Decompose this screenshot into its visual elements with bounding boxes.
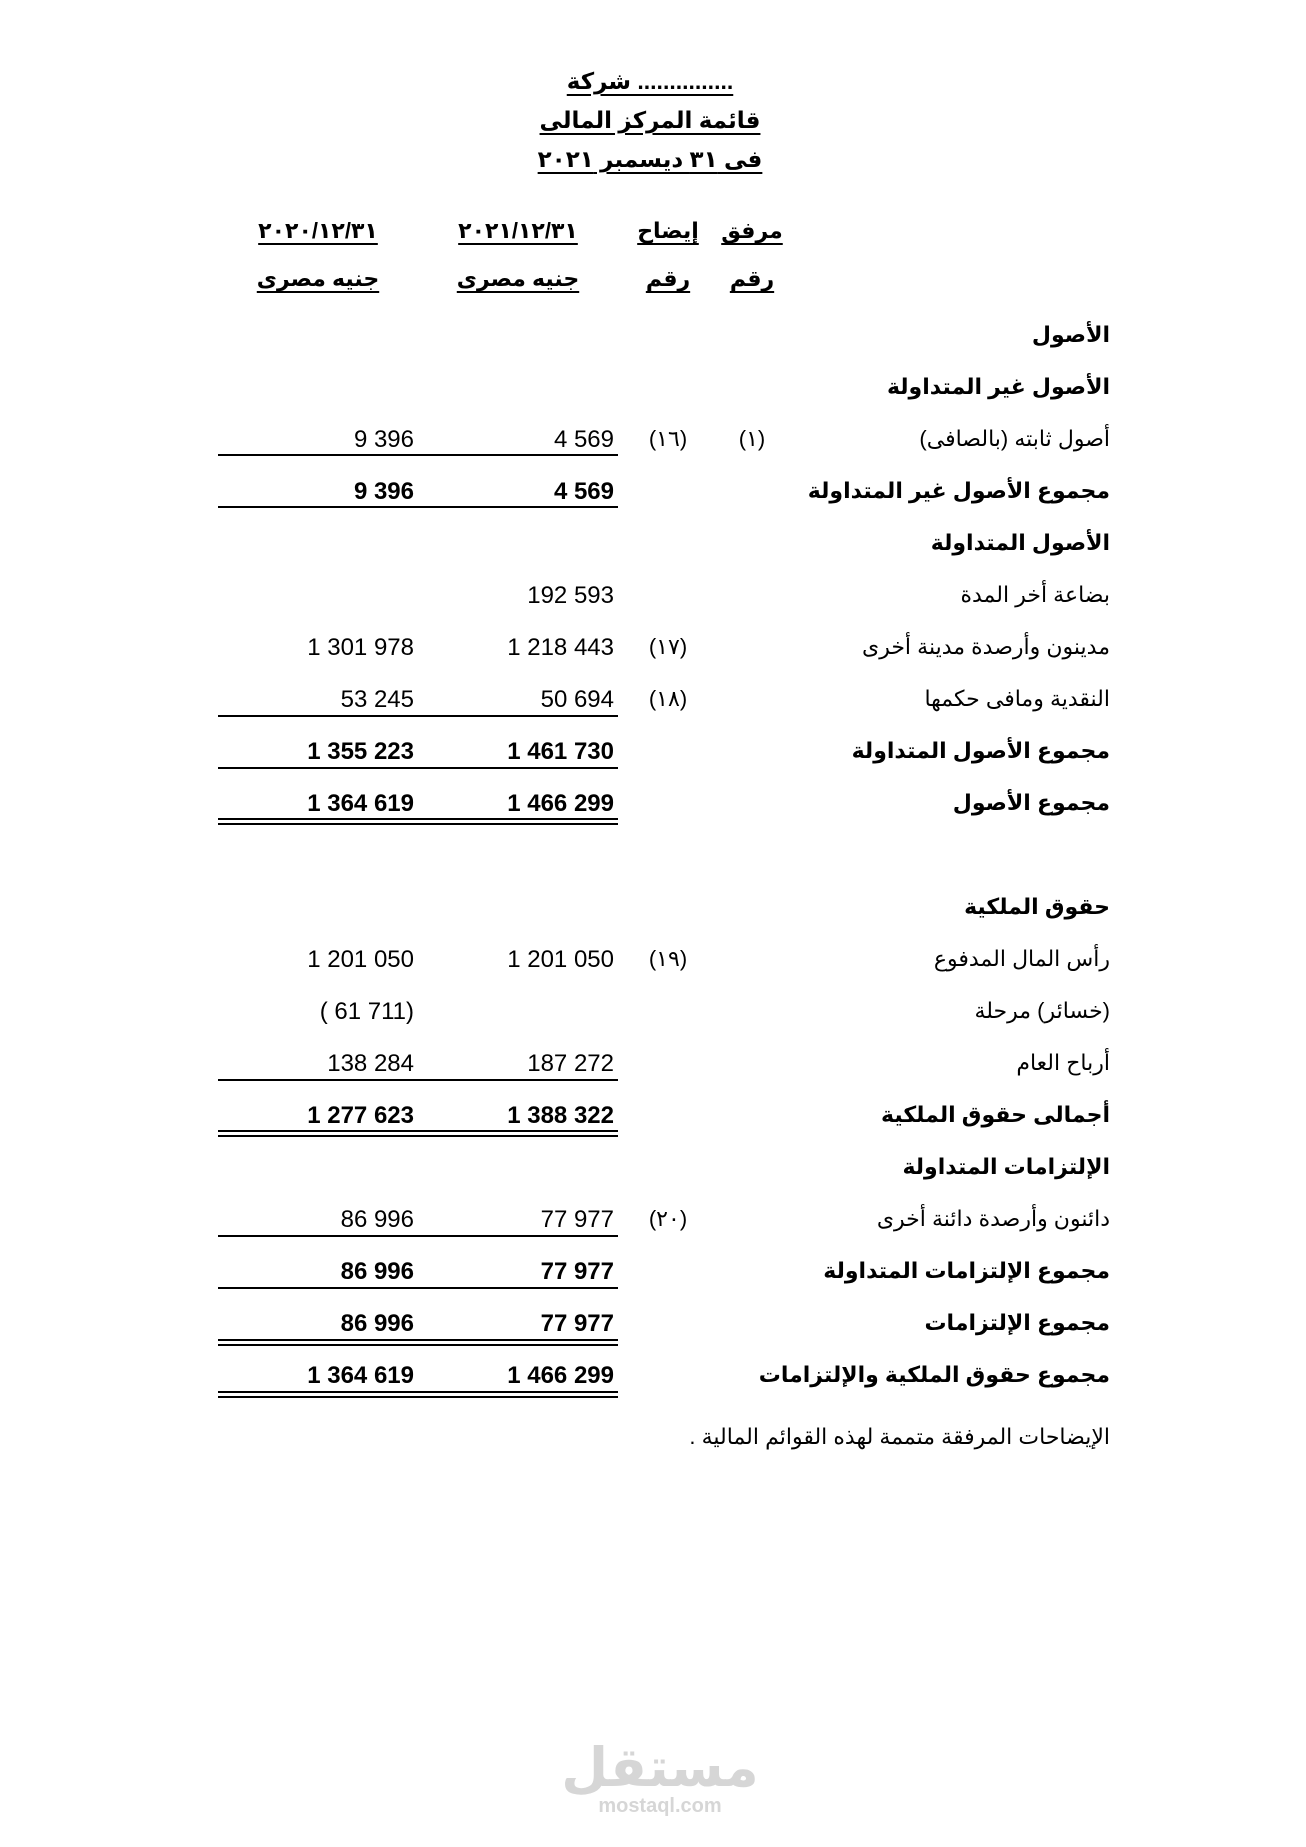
- note-column-subheader: رقم: [645, 266, 691, 291]
- company-name: شركة ...............: [566, 68, 734, 94]
- current-year-value: 1 218 443: [507, 634, 614, 661]
- statement-title: قائمة المركز المالى: [539, 107, 761, 133]
- note-number: (٢٠): [648, 1206, 688, 1231]
- row-inventory: [0, 570, 1306, 622]
- current-year-date-header: ٢٠٢١/١٢/٣١: [458, 218, 578, 243]
- prior-year-value: 86 996: [340, 1258, 414, 1285]
- row-label: الأصول: [1031, 322, 1110, 347]
- row-label: مجموع الإلتزامات: [924, 1310, 1110, 1335]
- note-column-header: إيضاح: [637, 218, 699, 243]
- current-year-value: 1 388 322: [507, 1102, 614, 1129]
- row-noncurrent-assets-heading: [0, 362, 1306, 414]
- prior-year-value: 53 245: [340, 686, 414, 713]
- double-rule: [218, 1396, 418, 1398]
- double-rule: [418, 823, 618, 825]
- row-total-liabilities: [0, 1298, 1306, 1350]
- double-rule: [218, 818, 418, 820]
- row-current-liabilities-heading: [0, 1142, 1306, 1194]
- row-paid-capital: [0, 934, 1306, 986]
- row-equity-heading: [0, 882, 1306, 934]
- current-year-value: 192 593: [527, 582, 614, 609]
- current-year-value: 4 569: [553, 478, 614, 505]
- row-label: دائنون وأرصدة دائنة أخرى: [876, 1206, 1110, 1231]
- note-number: (١٦): [648, 426, 688, 451]
- current-year-value: 1 466 299: [507, 1362, 614, 1389]
- attachment-column-subheader: رقم: [729, 266, 775, 291]
- row-label: مدينون وأرصدة مدينة أخرى: [861, 634, 1110, 659]
- current-year-value: 1 461 730: [507, 738, 614, 765]
- prior-year-value: 9 396: [353, 478, 414, 505]
- row-label: الأصول المتداولة: [930, 530, 1110, 555]
- double-rule: [418, 1130, 618, 1132]
- double-rule: [218, 1135, 418, 1137]
- total-rule: [418, 506, 618, 508]
- current-year-value: 187 272: [527, 1050, 614, 1077]
- row-label: مجموع الأصول غير المتداولة: [807, 478, 1110, 503]
- row-cash: [0, 674, 1306, 726]
- double-rule: [218, 823, 418, 825]
- row-total-current-assets: [0, 726, 1306, 778]
- row-label: أجمالى حقوق الملكية: [881, 1102, 1110, 1127]
- statement-date: فى ٣١ ديسمبر ٢٠٢١: [537, 146, 763, 172]
- row-total-noncurrent-assets: [0, 466, 1306, 518]
- row-label: الإلتزامات المتداولة: [902, 1154, 1110, 1179]
- prior-year-value: ( 61 711): [319, 998, 414, 1025]
- prior-year-value: 86 996: [340, 1310, 414, 1337]
- prior-year-value: 86 996: [340, 1206, 414, 1233]
- row-total-current-liabilities: [0, 1246, 1306, 1298]
- row-label: حقوق الملكية: [964, 894, 1110, 919]
- current-year-value: 77 977: [540, 1310, 614, 1337]
- prior-year-currency-header: جنيه مصرى: [256, 266, 380, 291]
- row-label: رأس المال المدفوع: [933, 946, 1110, 971]
- prior-year-value: 1 301 978: [307, 634, 414, 661]
- row-total-equity-and-liabilities: [0, 1350, 1306, 1402]
- subtotal-rule: [218, 1235, 418, 1237]
- prior-year-value: 1 201 050: [307, 946, 414, 973]
- prior-year-value: 9 396: [353, 426, 414, 453]
- subtotal-rule: [218, 715, 418, 717]
- note-number: (١٩): [648, 946, 688, 971]
- subtotal-rule: [418, 715, 618, 717]
- attachment-number: (١): [738, 426, 766, 451]
- current-year-value: 77 977: [540, 1206, 614, 1233]
- subtotal-rule: [218, 1287, 418, 1289]
- note-number: (١٧): [648, 634, 688, 659]
- row-label: الأصول غير المتداولة: [886, 374, 1110, 399]
- row-total-equity: [0, 1090, 1306, 1142]
- row-assets-heading: [0, 310, 1306, 362]
- attachment-column-header: مرفق: [721, 218, 783, 243]
- subtotal-rule: [418, 454, 618, 456]
- double-rule: [218, 1344, 418, 1346]
- double-rule: [418, 818, 618, 820]
- total-rule: [218, 506, 418, 508]
- row-label: أصول ثابته (بالصافى): [919, 426, 1110, 451]
- row-label: مجموع حقوق الملكية والإلتزامات: [758, 1362, 1110, 1387]
- double-rule: [218, 1391, 418, 1393]
- subtotal-rule: [218, 1079, 418, 1081]
- row-label: مجموع الإلتزامات المتداولة: [823, 1258, 1110, 1283]
- double-rule: [418, 1391, 618, 1393]
- subtotal-rule: [218, 454, 418, 456]
- prior-year-value: 1 355 223: [307, 738, 414, 765]
- double-rule: [418, 1135, 618, 1137]
- row-label: مجموع الأصول المتداولة: [851, 738, 1110, 763]
- prior-year-value: 1 364 619: [307, 1362, 414, 1389]
- row-carried-losses: [0, 986, 1306, 1038]
- current-year-value: 50 694: [540, 686, 614, 713]
- double-rule: [418, 1396, 618, 1398]
- row-creditors: [0, 1194, 1306, 1246]
- current-year-value: 1 466 299: [507, 790, 614, 817]
- row-label: أرباح العام: [1016, 1050, 1110, 1075]
- subtotal-rule: [418, 1235, 618, 1237]
- footer-note: الإيضاحات المرفقة متممة لهذه القوائم المالية .: [689, 1424, 1110, 1449]
- row-debtors: [0, 622, 1306, 674]
- subtotal-rule: [418, 1287, 618, 1289]
- note-number: (١٨): [648, 686, 688, 711]
- row-fixed-assets: [0, 414, 1306, 466]
- prior-year-value: 1 364 619: [307, 790, 414, 817]
- subtotal-rule: [418, 767, 618, 769]
- prior-year-value: 1 277 623: [307, 1102, 414, 1129]
- double-rule: [218, 1130, 418, 1132]
- row-total-assets: [0, 778, 1306, 830]
- row-year-profit: [0, 1038, 1306, 1090]
- double-rule: [418, 1339, 618, 1341]
- current-year-value: 77 977: [540, 1258, 614, 1285]
- current-year-value: 4 569: [553, 426, 614, 453]
- row-label: (خسائر) مرحلة: [974, 998, 1110, 1023]
- prior-year-value: 138 284: [327, 1050, 414, 1077]
- watermark-latin: mostaql.com: [598, 1795, 722, 1817]
- current-year-currency-header: جنيه مصرى: [456, 266, 580, 291]
- double-rule: [418, 1344, 618, 1346]
- watermark-arabic: مستقل: [561, 1738, 759, 1798]
- current-year-value: 1 201 050: [507, 946, 614, 973]
- row-label: بضاعة أخر المدة: [960, 582, 1110, 607]
- subtotal-rule: [218, 767, 418, 769]
- row-label: النقدية ومافى حكمها: [924, 686, 1110, 711]
- prior-year-date-header: ٢٠٢٠/١٢/٣١: [258, 218, 378, 243]
- double-rule: [218, 1339, 418, 1341]
- row-current-assets-heading: [0, 518, 1306, 570]
- subtotal-rule: [418, 1079, 618, 1081]
- row-label: مجموع الأصول: [952, 790, 1110, 815]
- watermark-logo: [560, 1740, 760, 1816]
